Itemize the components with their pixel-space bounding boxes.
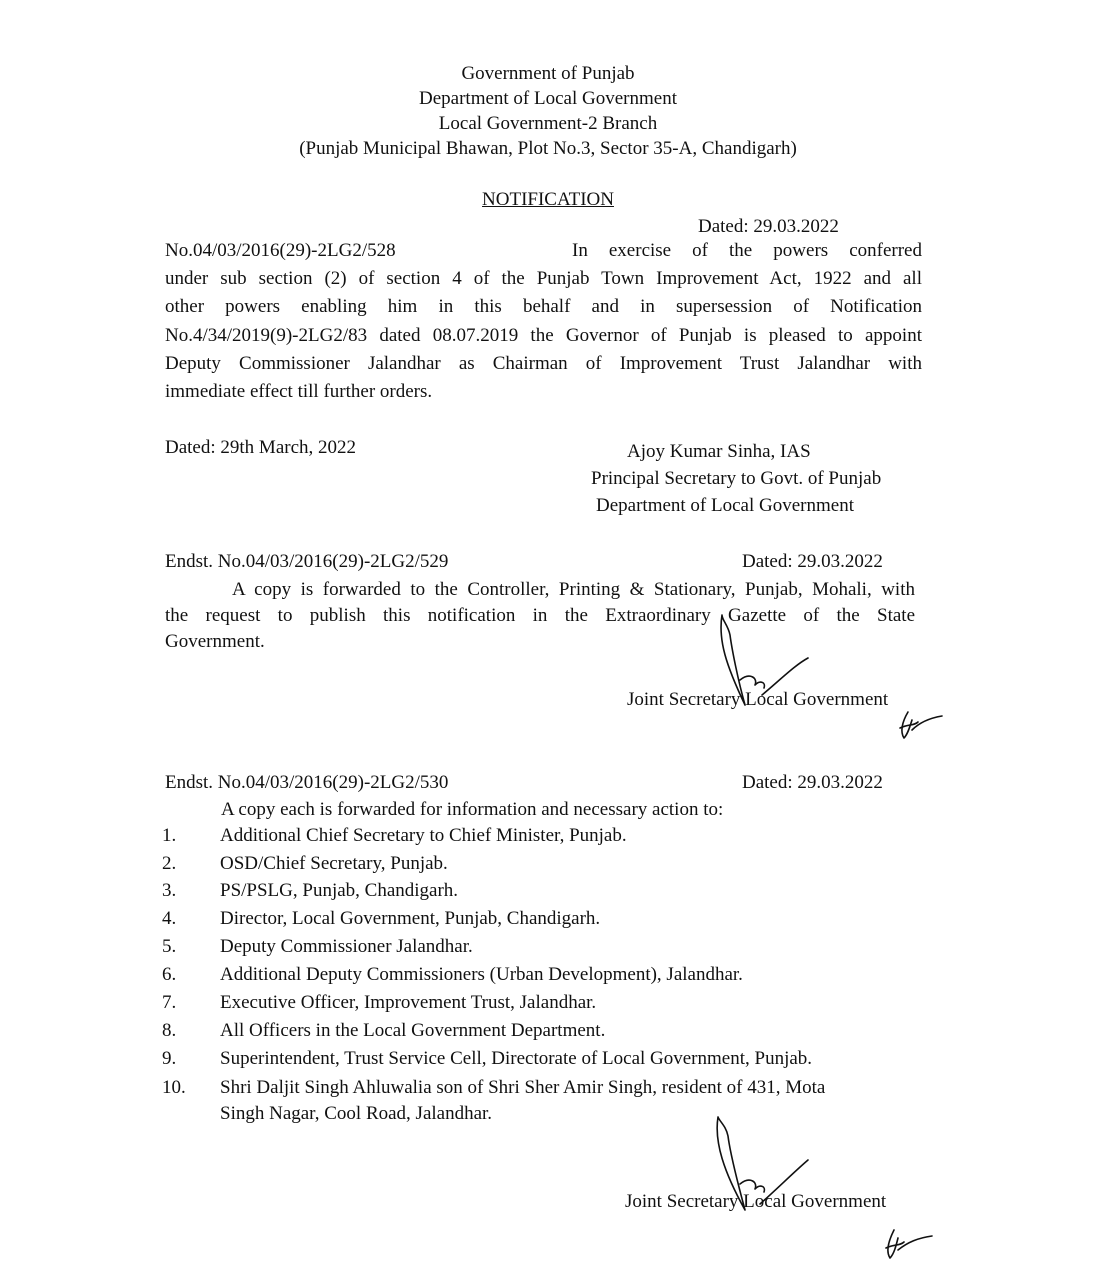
endorsement2-date: Dated: 29.03.2022 <box>742 772 883 793</box>
notification-line-5: Deputy Commissioner Jalandhar as Chairman of Improvement Trust Jalandhar with <box>165 353 922 374</box>
list-item-number: 8. <box>162 1020 177 1041</box>
initials-mark <box>896 708 946 744</box>
list-item-number: 3. <box>162 880 177 901</box>
endorsement1-date: Dated: 29.03.2022 <box>742 551 883 572</box>
list-item: Additional Chief Secretary to Chief Minister, Punjab. <box>220 825 627 846</box>
list-item: All Officers in the Local Government Department. <box>220 1020 606 1041</box>
list-item-number: 5. <box>162 936 177 957</box>
list-item-number: 2. <box>162 853 177 874</box>
signature-mark <box>700 610 820 710</box>
endorsement1-line-1: A copy is forwarded to the Controller, Printing & Stationary, Punjab, Mohali, with <box>232 579 915 600</box>
notification-number: No.04/03/2016(29)-2LG2/528 <box>165 240 396 261</box>
list-item: Executive Officer, Improvement Trust, Jalandhar. <box>220 992 597 1013</box>
endorsement1-line-2: the request to publish this notification in the Extraordinary Gazette of the State <box>165 605 915 626</box>
list-item: Shri Daljit Singh Ahluwalia son of Shri Sher Amir Singh, resident of 431, Mota <box>220 1077 826 1098</box>
header-department: Department of Local Government <box>419 88 677 109</box>
notification-line-6: immediate effect till further orders. <box>165 381 433 402</box>
endorsement1-line-3: Government. <box>165 631 265 652</box>
notification-sign-date: Dated: 29th March, 2022 <box>165 437 357 458</box>
list-item: OSD/Chief Secretary, Punjab. <box>220 853 448 874</box>
list-item: Deputy Commissioner Jalandhar. <box>220 936 473 957</box>
initials-mark <box>882 1226 936 1266</box>
list-item-number: 10. <box>162 1077 186 1098</box>
list-item: Additional Deputy Commissioners (Urban Development), Jalandhar. <box>220 964 743 985</box>
endorsement1-number: Endst. No.04/03/2016(29)-2LG2/529 <box>165 551 449 572</box>
header-branch: Local Government-2 Branch <box>438 113 658 134</box>
notification-title: NOTIFICATION <box>482 189 614 210</box>
list-item-number: 1. <box>162 825 177 846</box>
list-item-number: 7. <box>162 992 177 1013</box>
list-item-continuation: Singh Nagar, Cool Road, Jalandhar. <box>220 1103 493 1124</box>
signatory-designation: Principal Secretary to Govt. of Punjab <box>591 468 882 489</box>
list-item-number: 9. <box>162 1048 177 1069</box>
signatory-department: Department of Local Government <box>596 495 854 516</box>
endorsement1-signatory: Joint Secretary Local Government <box>627 689 889 710</box>
notification-line-1: In exercise of the powers conferred <box>572 240 922 261</box>
list-item-number: 6. <box>162 964 177 985</box>
header-address: (Punjab Municipal Bhawan, Plot No.3, Sector 35-A, Chandigarh) <box>299 138 797 159</box>
notification-line-3: other powers enabling him in this behalf and in supersession of Notification <box>165 296 922 317</box>
endorsement2-number: Endst. No.04/03/2016(29)-2LG2/530 <box>165 772 449 793</box>
endorsement2-signatory: Joint Secretary Local Government <box>625 1191 887 1212</box>
notification-date: Dated: 29.03.2022 <box>698 216 839 237</box>
notification-line-4: No.4/34/2019(9)-2LG2/83 dated 08.07.2019 the Governor of Punjab is pleased to appoint <box>165 325 922 346</box>
list-item: PS/PSLG, Punjab, Chandigarh. <box>220 880 459 901</box>
list-item: Superintendent, Trust Service Cell, Directorate of Local Government, Punjab. <box>220 1048 813 1069</box>
list-item: Director, Local Government, Punjab, Chandigarh. <box>220 908 601 929</box>
signatory-name: Ajoy Kumar Sinha, IAS <box>627 441 811 462</box>
header-government: Government of Punjab <box>461 63 635 84</box>
signature-mark <box>700 1112 820 1212</box>
endorsement2-intro: A copy each is forwarded for information and necessary action to: <box>221 799 724 820</box>
notification-line-2: under sub section (2) of section 4 of the Punjab Town Improvement Act, 1922 and all <box>165 268 922 289</box>
list-item-number: 4. <box>162 908 177 929</box>
